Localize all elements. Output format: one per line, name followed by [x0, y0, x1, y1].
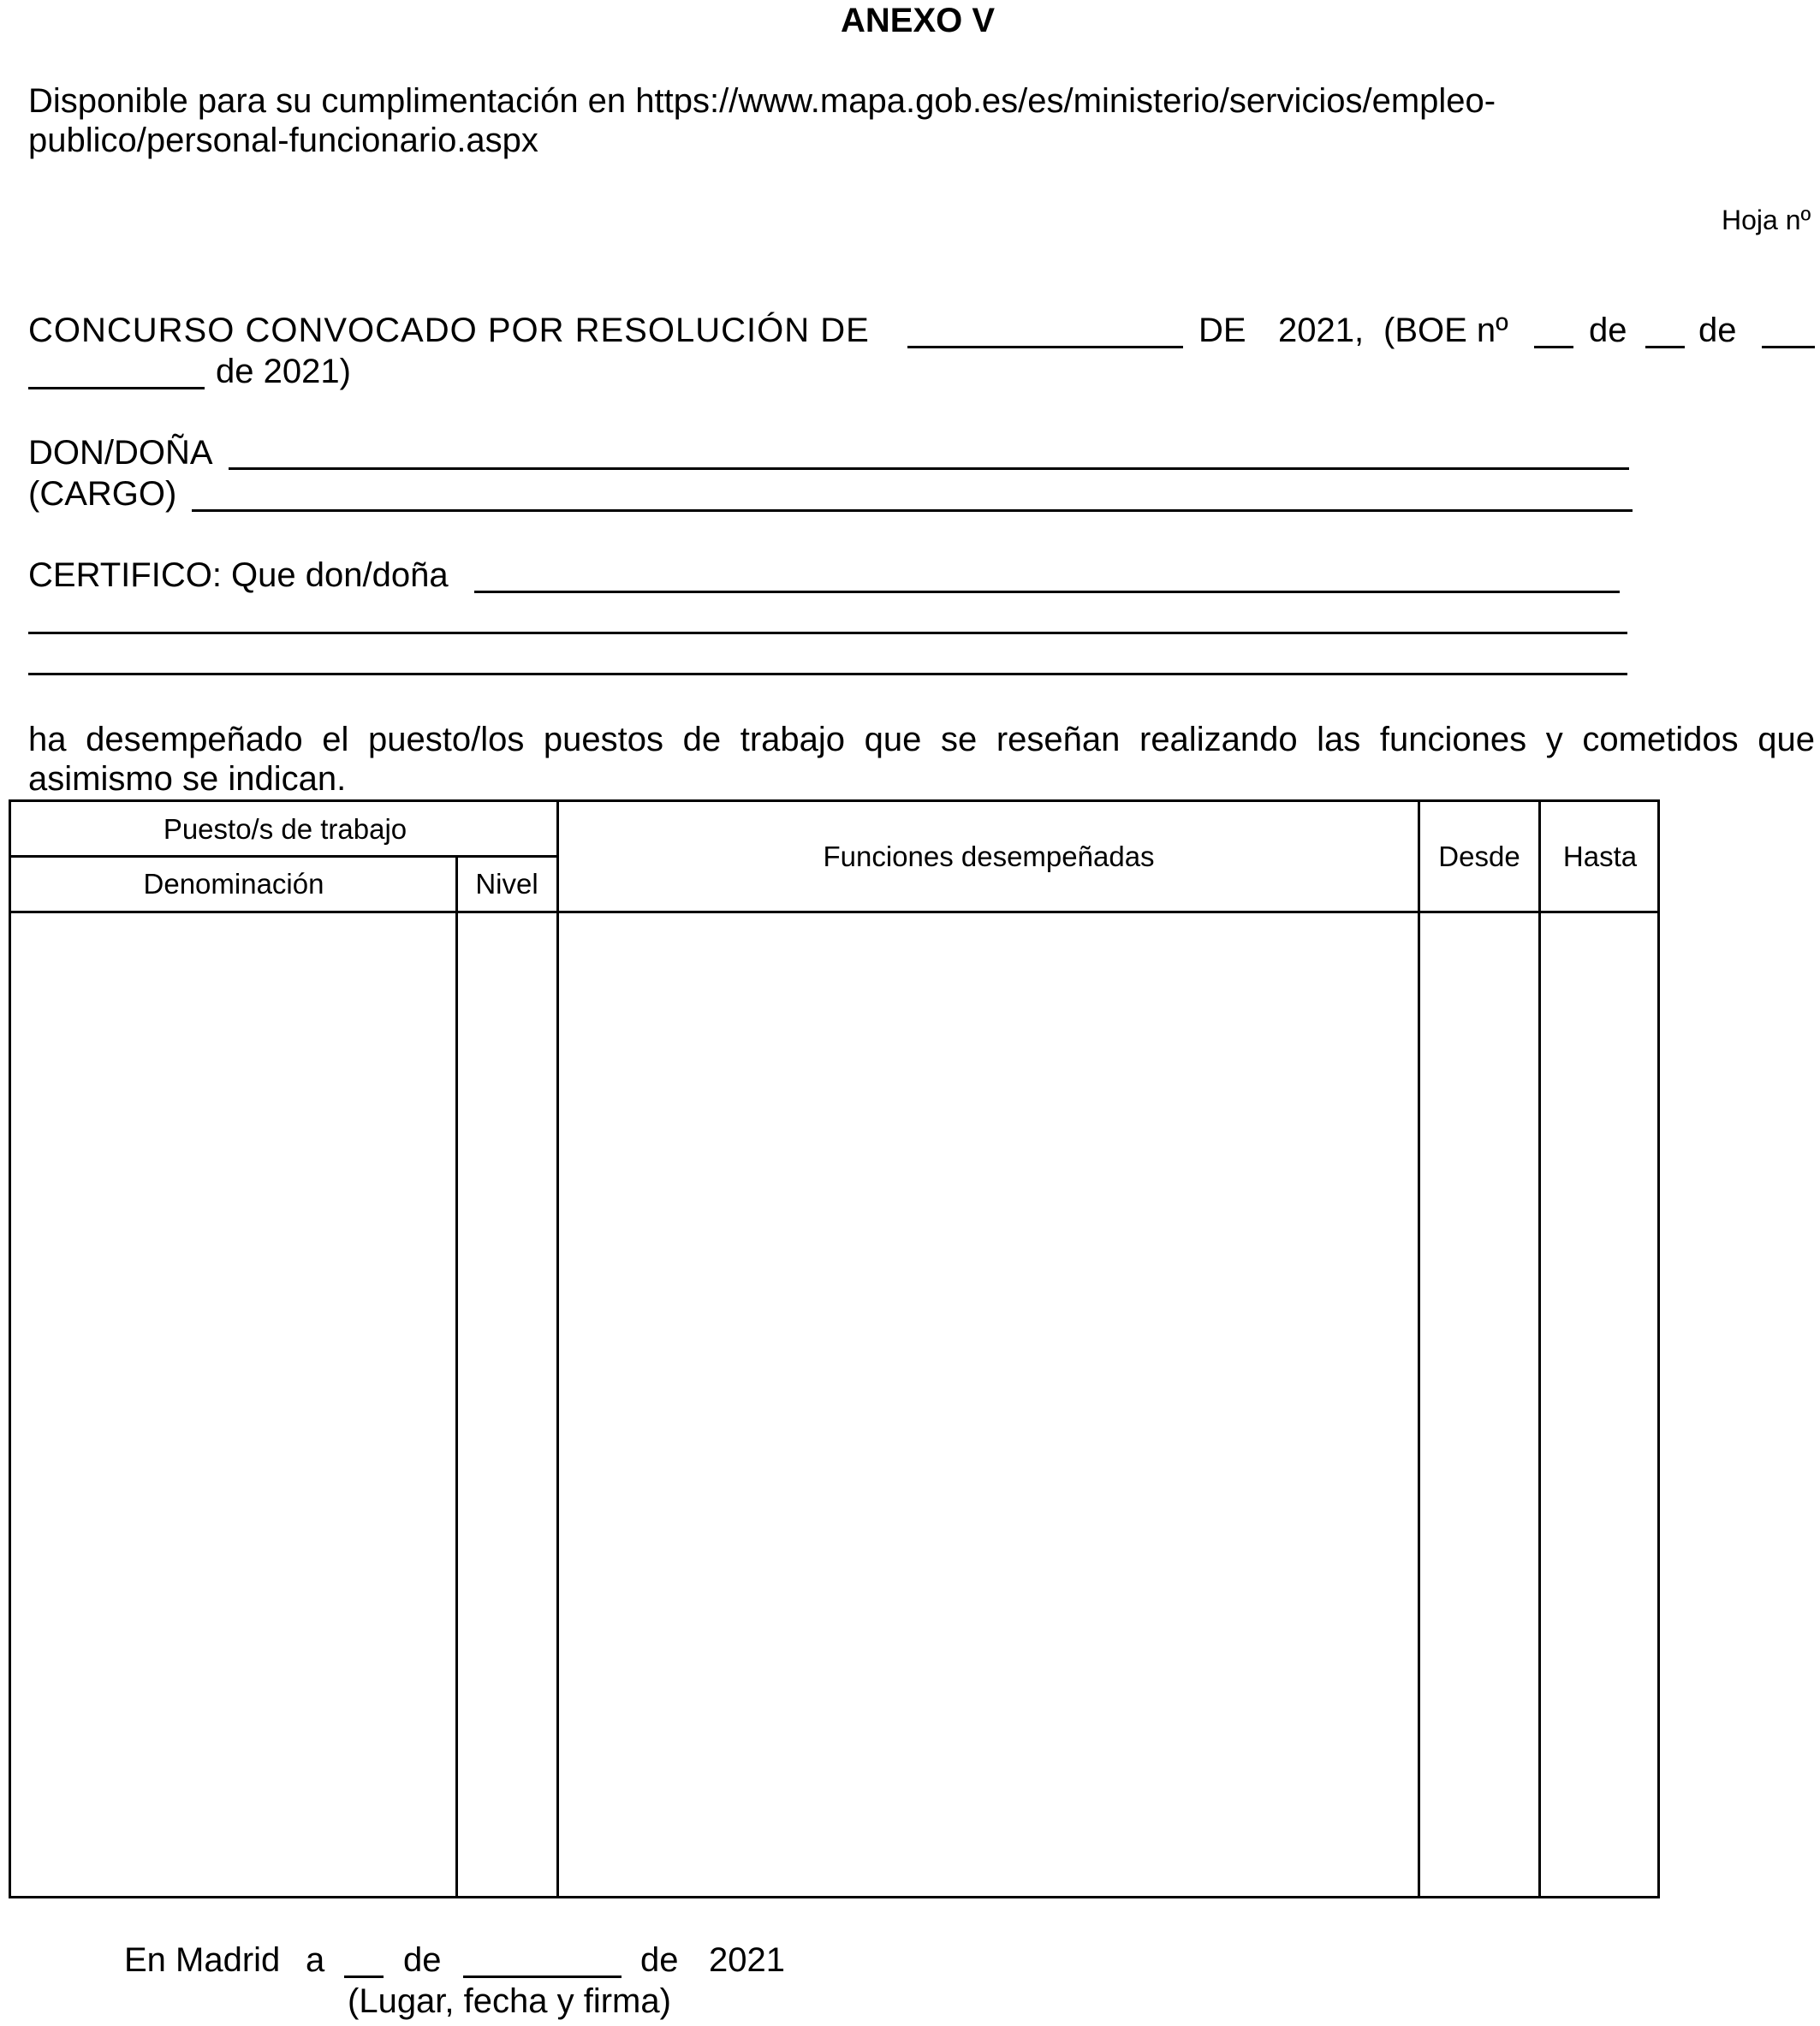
- signature-day-field[interactable]: [344, 1975, 384, 1978]
- header-desde: Desde: [1438, 841, 1520, 872]
- signature-year: 2021: [709, 1941, 785, 1979]
- boe-month-field-start[interactable]: [1762, 346, 1815, 348]
- contest-text-5: de: [1589, 312, 1627, 349]
- header-puestos-trabajo: Puesto/s de trabajo: [163, 813, 407, 845]
- document-title: ANEXO V: [841, 2, 996, 39]
- certifico-line-3[interactable]: [28, 673, 1627, 675]
- availability-line-1: Disponible para su cumplimentación en https://www.mapa.gob.es/es/ministerio/servicios/empleo-: [28, 82, 1496, 120]
- don-field[interactable]: [229, 467, 1629, 470]
- statement-line-2: asimismo se indican.: [28, 760, 347, 798]
- resolution-date-field[interactable]: [907, 346, 1183, 348]
- boe-number-field[interactable]: [1534, 346, 1573, 348]
- cell-desde[interactable]: [1420, 913, 1537, 1896]
- statement-line-1: ha desempeñado el puesto/los puestos de trabajo que se reseñan realizando las funciones y cometidos que: [28, 721, 1815, 758]
- cargo-field[interactable]: [192, 509, 1633, 512]
- divider-group-header: [11, 855, 559, 858]
- contest-text-tail: de 2021): [216, 353, 351, 390]
- cell-funciones[interactable]: [559, 913, 1417, 1896]
- cargo-label: (CARGO): [28, 475, 177, 513]
- signature-month-field[interactable]: [463, 1975, 622, 1978]
- certifico-label: CERTIFICO: Que don/doña: [28, 556, 449, 594]
- contest-text-3: 2021,: [1278, 312, 1365, 349]
- cell-denominacion[interactable]: [11, 913, 455, 1896]
- signature-caption: (Lugar, fecha y firma): [348, 1982, 671, 2020]
- positions-table: [9, 799, 1660, 1898]
- sheet-number-label: Hoja nº: [1722, 205, 1811, 235]
- contest-text-4: (BOE nº: [1383, 312, 1508, 349]
- certifico-name-field[interactable]: [474, 591, 1620, 593]
- header-funciones: Funciones desempeñadas: [823, 841, 1155, 872]
- signature-place: En Madrid: [124, 1941, 281, 1979]
- signature-a: a: [306, 1941, 325, 1979]
- contest-text-6: de: [1698, 312, 1737, 349]
- boe-month-field-end[interactable]: [28, 387, 205, 389]
- availability-line-2: publico/personal-funcionario.aspx: [28, 122, 538, 159]
- contest-text-1: CONCURSO CONVOCADO POR RESOLUCIÓN DE: [28, 312, 870, 349]
- boe-day-field[interactable]: [1645, 346, 1685, 348]
- cell-hasta[interactable]: [1541, 913, 1657, 1896]
- contest-text-2: DE: [1198, 312, 1246, 349]
- don-label: DON/DOÑA: [28, 434, 213, 472]
- header-hasta: Hasta: [1562, 841, 1638, 872]
- signature-de-2: de: [640, 1941, 679, 1979]
- header-denominacion: Denominación: [143, 868, 324, 900]
- cell-nivel[interactable]: [458, 913, 556, 1896]
- header-nivel: Nivel: [475, 868, 538, 900]
- signature-de-1: de: [403, 1941, 442, 1979]
- certifico-line-2[interactable]: [28, 632, 1627, 634]
